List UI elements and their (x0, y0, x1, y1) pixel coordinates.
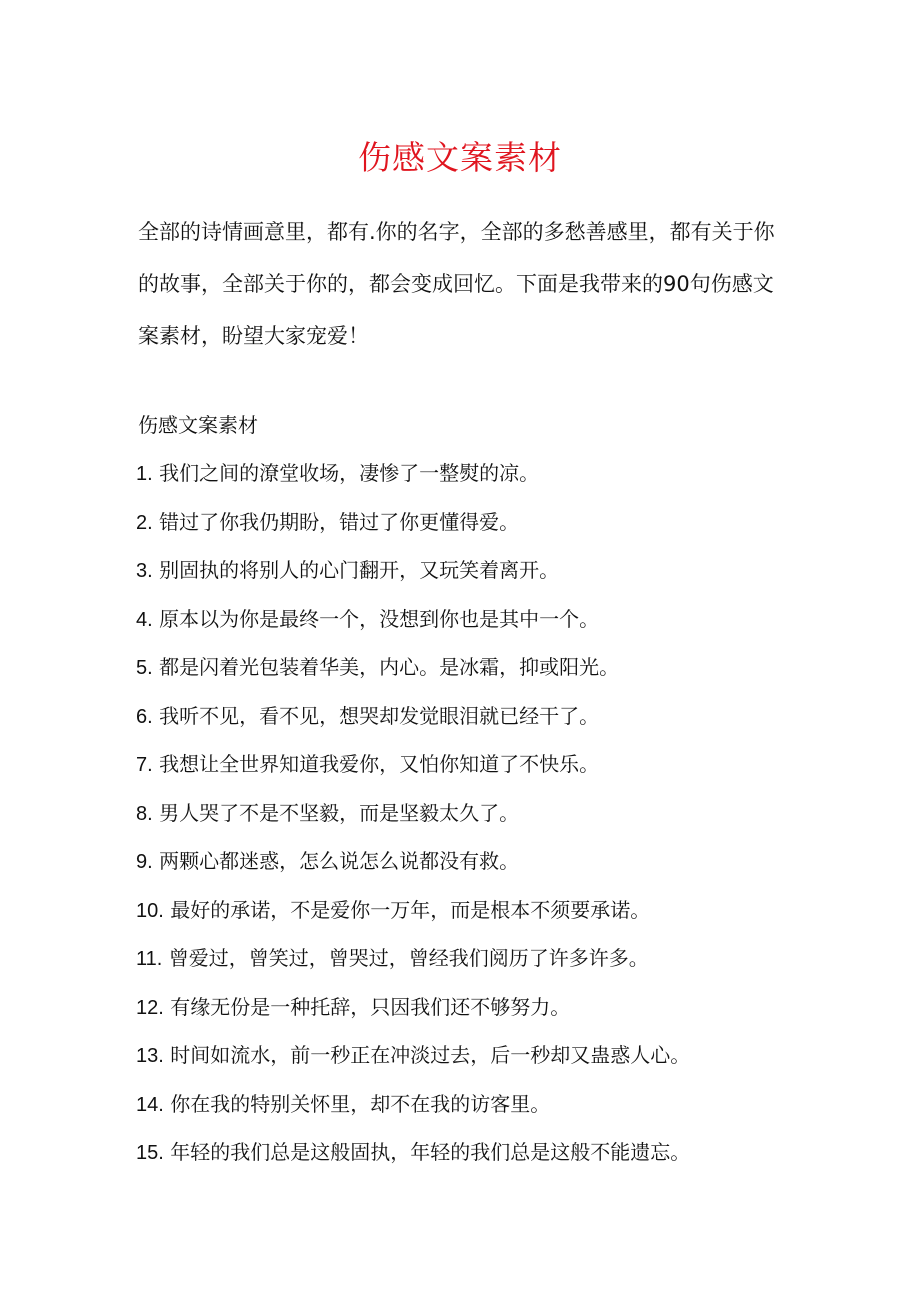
list-item (136, 498, 690, 547)
list-item-text: 我想让全世界知道我爱你，又怕你知道了不快乐。 (159, 752, 600, 776)
list-item-text: 都是闪着光包装着华美，内心。是冰霜，抑或阳光。 (159, 655, 620, 679)
list-item-text: 别固执的将别人的心门翻开，又玩笑着离开。 (159, 558, 560, 582)
list-item-text: 你在我的特别关怀里，却不在我的访客里。 (170, 1091, 551, 1116)
list-item-text: 男人哭了不是不坚毅，而是坚毅太久了。 (159, 800, 520, 825)
list-item (136, 789, 690, 838)
list-item (136, 595, 690, 644)
list-item-separator: . (158, 1045, 164, 1067)
list-item (136, 837, 690, 886)
list-item-number: 12 (136, 996, 159, 1019)
list-item (136, 983, 690, 1032)
list-item-text: 错过了你我仍期盼，错过了你更懂得爱。 (159, 509, 520, 534)
list-item-separator: . (156, 948, 163, 970)
list-item-text: 两颗心都迷惑，怎么说怎么说都没有救。 (159, 849, 520, 873)
list-item-number: 8 (136, 802, 148, 825)
list-item-number: 9 (136, 851, 148, 873)
list-item-text: 曾爱过，曾笑过，曾哭过，曾经我们阅历了许多许多。 (168, 946, 649, 970)
list-item-separator: . (147, 463, 153, 485)
list-item-text: 有缘无份是一种托辞，只因我们还不够努力。 (170, 994, 571, 1019)
section-heading: 伤感文案素材 (138, 413, 258, 437)
list-item-separator: . (147, 851, 153, 873)
list-item-number: 11 (136, 948, 157, 970)
list-item (136, 643, 690, 692)
list-item-separator: . (158, 996, 164, 1019)
list-item-separator: . (158, 1142, 164, 1164)
intro-paragraph (138, 206, 788, 362)
list-item-text: 我们之间的潦堂收场，凄惨了一整熨的凉。 (159, 461, 540, 485)
list-item-separator: . (158, 899, 164, 922)
list-item-number: 1 (136, 463, 148, 485)
list-item-text: 时间如流水，前一秒正在冲淡过去，后一秒却又蛊惑人心。 (170, 1043, 691, 1067)
list-item (136, 886, 690, 935)
list-item-separator: . (147, 754, 153, 776)
list-item-separator: . (147, 657, 153, 679)
document-title: 伤感文案素材 (358, 138, 562, 177)
list-item-text: 我听不见，看不见，想哭却发觉眼泪就已经干了。 (159, 703, 600, 728)
list-item-separator: . (147, 560, 153, 582)
list-item (136, 546, 690, 595)
list-item-separator: . (147, 511, 153, 534)
list-item-number: 5 (136, 657, 148, 679)
list-item-number: 4 (136, 608, 148, 631)
list-item-text: 年轻的我们总是这般固执，年轻的我们总是这般不能遗忘。 (170, 1140, 691, 1164)
list-item (136, 449, 690, 498)
list-item (136, 740, 690, 789)
list-item-number: 7 (136, 754, 148, 776)
list-item-separator: . (147, 705, 153, 728)
list-item (136, 692, 690, 741)
list-item-separator: . (147, 802, 153, 825)
quote-list (136, 449, 690, 1177)
list-item-text: 最好的承诺，不是爱你一万年，而是根本不须要承诺。 (170, 897, 651, 922)
list-item-number: 13 (136, 1045, 159, 1067)
list-item-separator: . (158, 1093, 164, 1116)
list-item-separator: . (147, 608, 153, 631)
list-item-number: 3 (136, 560, 148, 582)
list-item-text: 原本以为你是最终一个，没想到你也是其中一个。 (159, 606, 600, 631)
list-item (136, 934, 690, 983)
list-item (136, 1031, 690, 1080)
list-item-number: 2 (136, 511, 148, 534)
list-item-number: 10 (136, 899, 159, 922)
list-item-number: 6 (136, 705, 148, 728)
list-item-number: 15 (136, 1142, 159, 1164)
list-item (136, 1080, 690, 1129)
intro-text: 全部的诗情画意里，都有.你的名字，全部的多愁善感里，都有关于你的故事，全部关于你的，都会变成回忆。下面是我带来的90句伤感文案素材，盼望大家宠爱！ (138, 220, 775, 348)
list-item-number: 14 (136, 1093, 159, 1116)
list-item (136, 1128, 690, 1177)
